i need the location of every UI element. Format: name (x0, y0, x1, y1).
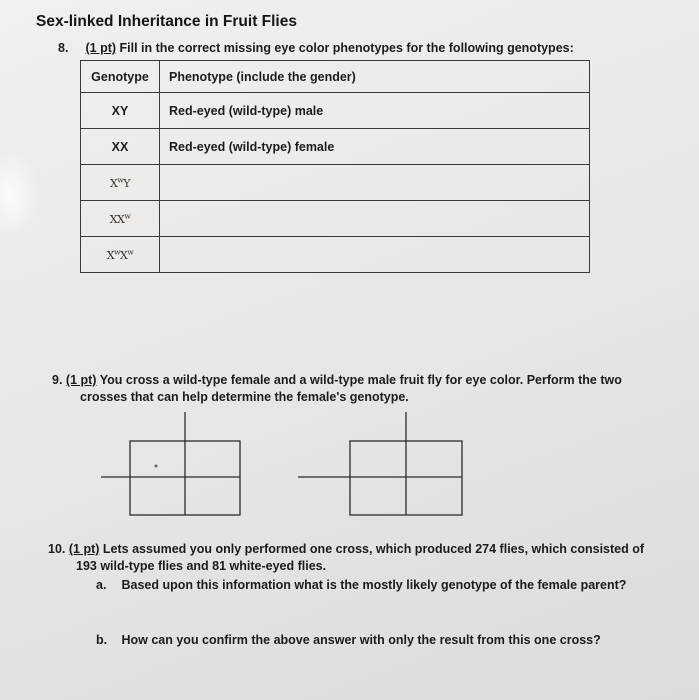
question-9-number: 9. (52, 373, 63, 387)
handwritten-genotype: $X^wX^w$ (106, 247, 134, 262)
question-9-points: (1 pt) (65, 373, 97, 387)
question-8-number: 8. (58, 41, 69, 55)
question-10a-text: Based upon this information what is the mostly likely genotype of the female parent? (121, 578, 627, 592)
header-genotype: Genotype (81, 61, 160, 93)
question-9-text-line1: You cross a wild-type female and a wild-type male fruit fly for eye color. Perform the two (99, 373, 622, 387)
question-10-text-line1: Lets assumed you only performed one cross, which produced 274 flies, which consisted of (102, 542, 645, 556)
question-10b (96, 633, 601, 647)
question-10b-label: b. (96, 633, 108, 647)
question-10a (96, 578, 626, 592)
handwritten-genotype: $XX^w$ (109, 211, 131, 226)
genotype-cell: XY (81, 93, 160, 129)
question-10 (48, 541, 678, 575)
question-10-points: (1 pt) (68, 542, 100, 556)
question-8-points: (1 pt) (85, 41, 117, 55)
genotype-cell: XX (81, 129, 160, 165)
question-8-text: Fill in the correct missing eye color phenotypes for the following genotypes: (119, 41, 574, 55)
phenotype-cell[interactable]: Red-eyed (wild-type) male (160, 93, 590, 129)
pencil-dot (155, 465, 158, 468)
punnett-square-2 (298, 412, 462, 515)
question-10a-label: a. (96, 578, 107, 592)
question-9-text-line2: crosses that can help determine the female's genotype. (80, 390, 409, 404)
handwritten-genotype: $X^wY$ (109, 175, 131, 190)
punnett-square-1 (101, 412, 240, 515)
question-10-number: 10. (48, 542, 66, 556)
question-10b-text: How can you confirm the above answer with only the result from this one cross? (121, 633, 601, 647)
phenotype-cell[interactable]: Red-eyed (wild-type) female (160, 129, 590, 165)
page-title: Sex-linked Inheritance in Fruit Flies (36, 13, 297, 30)
question-10-text-line2: 193 wild-type flies and 81 white-eyed flies. (76, 559, 327, 573)
header-phenotype: Phenotype (include the gender) (160, 61, 590, 93)
